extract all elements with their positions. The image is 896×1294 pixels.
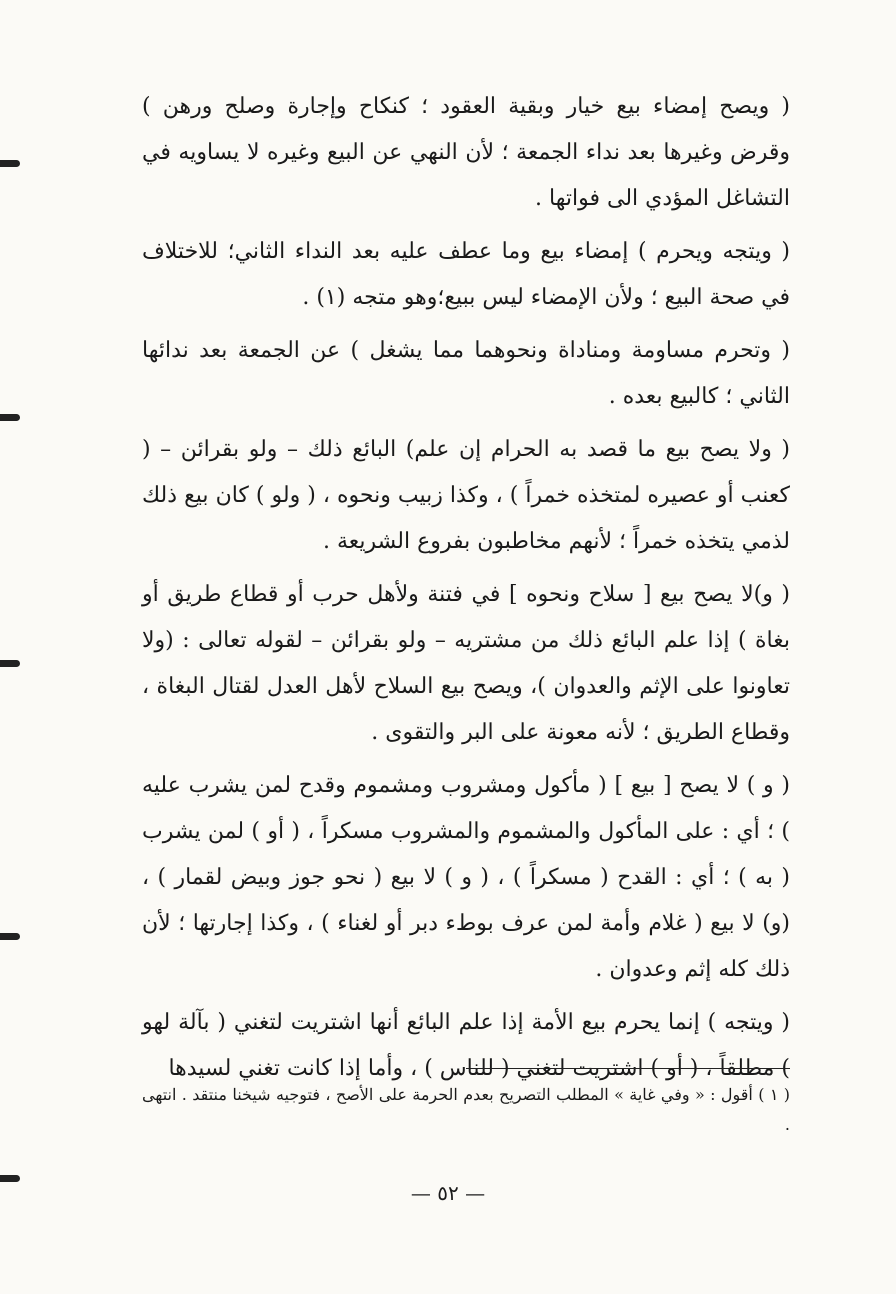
paragraph-4: ( ولا يصح بيع ما قصد به الحرام إن علم) البائع ذلك – ولو بقرائن – ( كعنب أو عصيره لمتخذه خمراً ) ، وكذا زبيب ونحوه ، ( ولو ) كان بيع ذلك لذمي يتخذه خمراً ؛ لأنهم مخاطبون بفروع الشريعة . <box>142 437 790 554</box>
footnote-divider <box>466 1068 790 1069</box>
paragraph-2: ( ويتجه ويحرم ) إمضاء بيع وما عطف عليه بعد النداء الثاني؛ للاختلاف في صحة البيع ؛ ولأن الإمضاء ليس ببيع؛وهو متجه (١) . <box>142 239 790 310</box>
page-number: — ٥٢ — <box>410 1181 486 1205</box>
main-text <box>142 84 790 1099</box>
footnote: ( ١ ) أقول : « وفي غاية » المطلب التصريح بعدم الحرمة على الأصح ، فتوجيه شيخنا منتقد . انتهى . <box>142 1085 791 1134</box>
page-edge-mark <box>0 414 20 421</box>
paragraph-1: ( ويصح إمضاء بيع خيار وبقية العقود ؛ كنكاح وإجارة وصلح ورهن ) وقرض وغيرها بعد نداء الجمعة ؛ لأن النهي عن البيع وغيره لا يساويه في التشاغل المؤدي الى فواتها . <box>142 94 790 211</box>
paragraph-3: ( وتحرم مساومة ومناداة ونحوهما مما يشغل ) عن الجمعة بعد ندائها الثاني ؛ كالبيع بعده . <box>142 338 790 409</box>
page-edge-mark <box>0 933 20 940</box>
paragraph-6: ( و ) لا يصح [ بيع ] ( مأكول ومشروب ومشموم وقدح لمن يشرب عليه ) ؛ أي : على المأكول والمشموم والمشروب مسكراً ، ( أو ) لمن يشرب ( به ) ؛ أي : القدح ( مسكراً ) ، ( و ) لا بيع ( نحو جوز وبيض لقمار ) ، (و) لا بيع ( غلام وأمة لمن عرف بوطء دبر أو لغناء ) ، وكذا إجارتها ؛ لأن ذلك كله إثم وعدوان . <box>142 773 790 982</box>
page-edge-mark <box>0 660 20 667</box>
paragraph-5: ( و)لا يصح بيع [ سلاح ونحوه ] في فتنة ولأهل حرب أو قطاع طريق أو بغاة ) إذا علم البائع ذلك من مشتريه – ولو بقرائن – لقوله تعالى : (ولا تعاونوا على الإثم والعدوان )، ويصح بيع السلاح لأهل العدل لقتال البغاة ، وقطاع الطريق ؛ لأنه معونة على البر والتقوى . <box>142 582 790 745</box>
page-edge-mark <box>0 160 20 167</box>
paragraph-7: ( ويتجه ) إنما يحرم بيع الأمة إذا علم البائع أنها اشتريت لتغني ( بآلة لهو ) مطلقاً ، ( أو ) اشتريت لتغني ( للناس ) ، وأما إذا كانت تغني لسيدها <box>142 1010 790 1081</box>
